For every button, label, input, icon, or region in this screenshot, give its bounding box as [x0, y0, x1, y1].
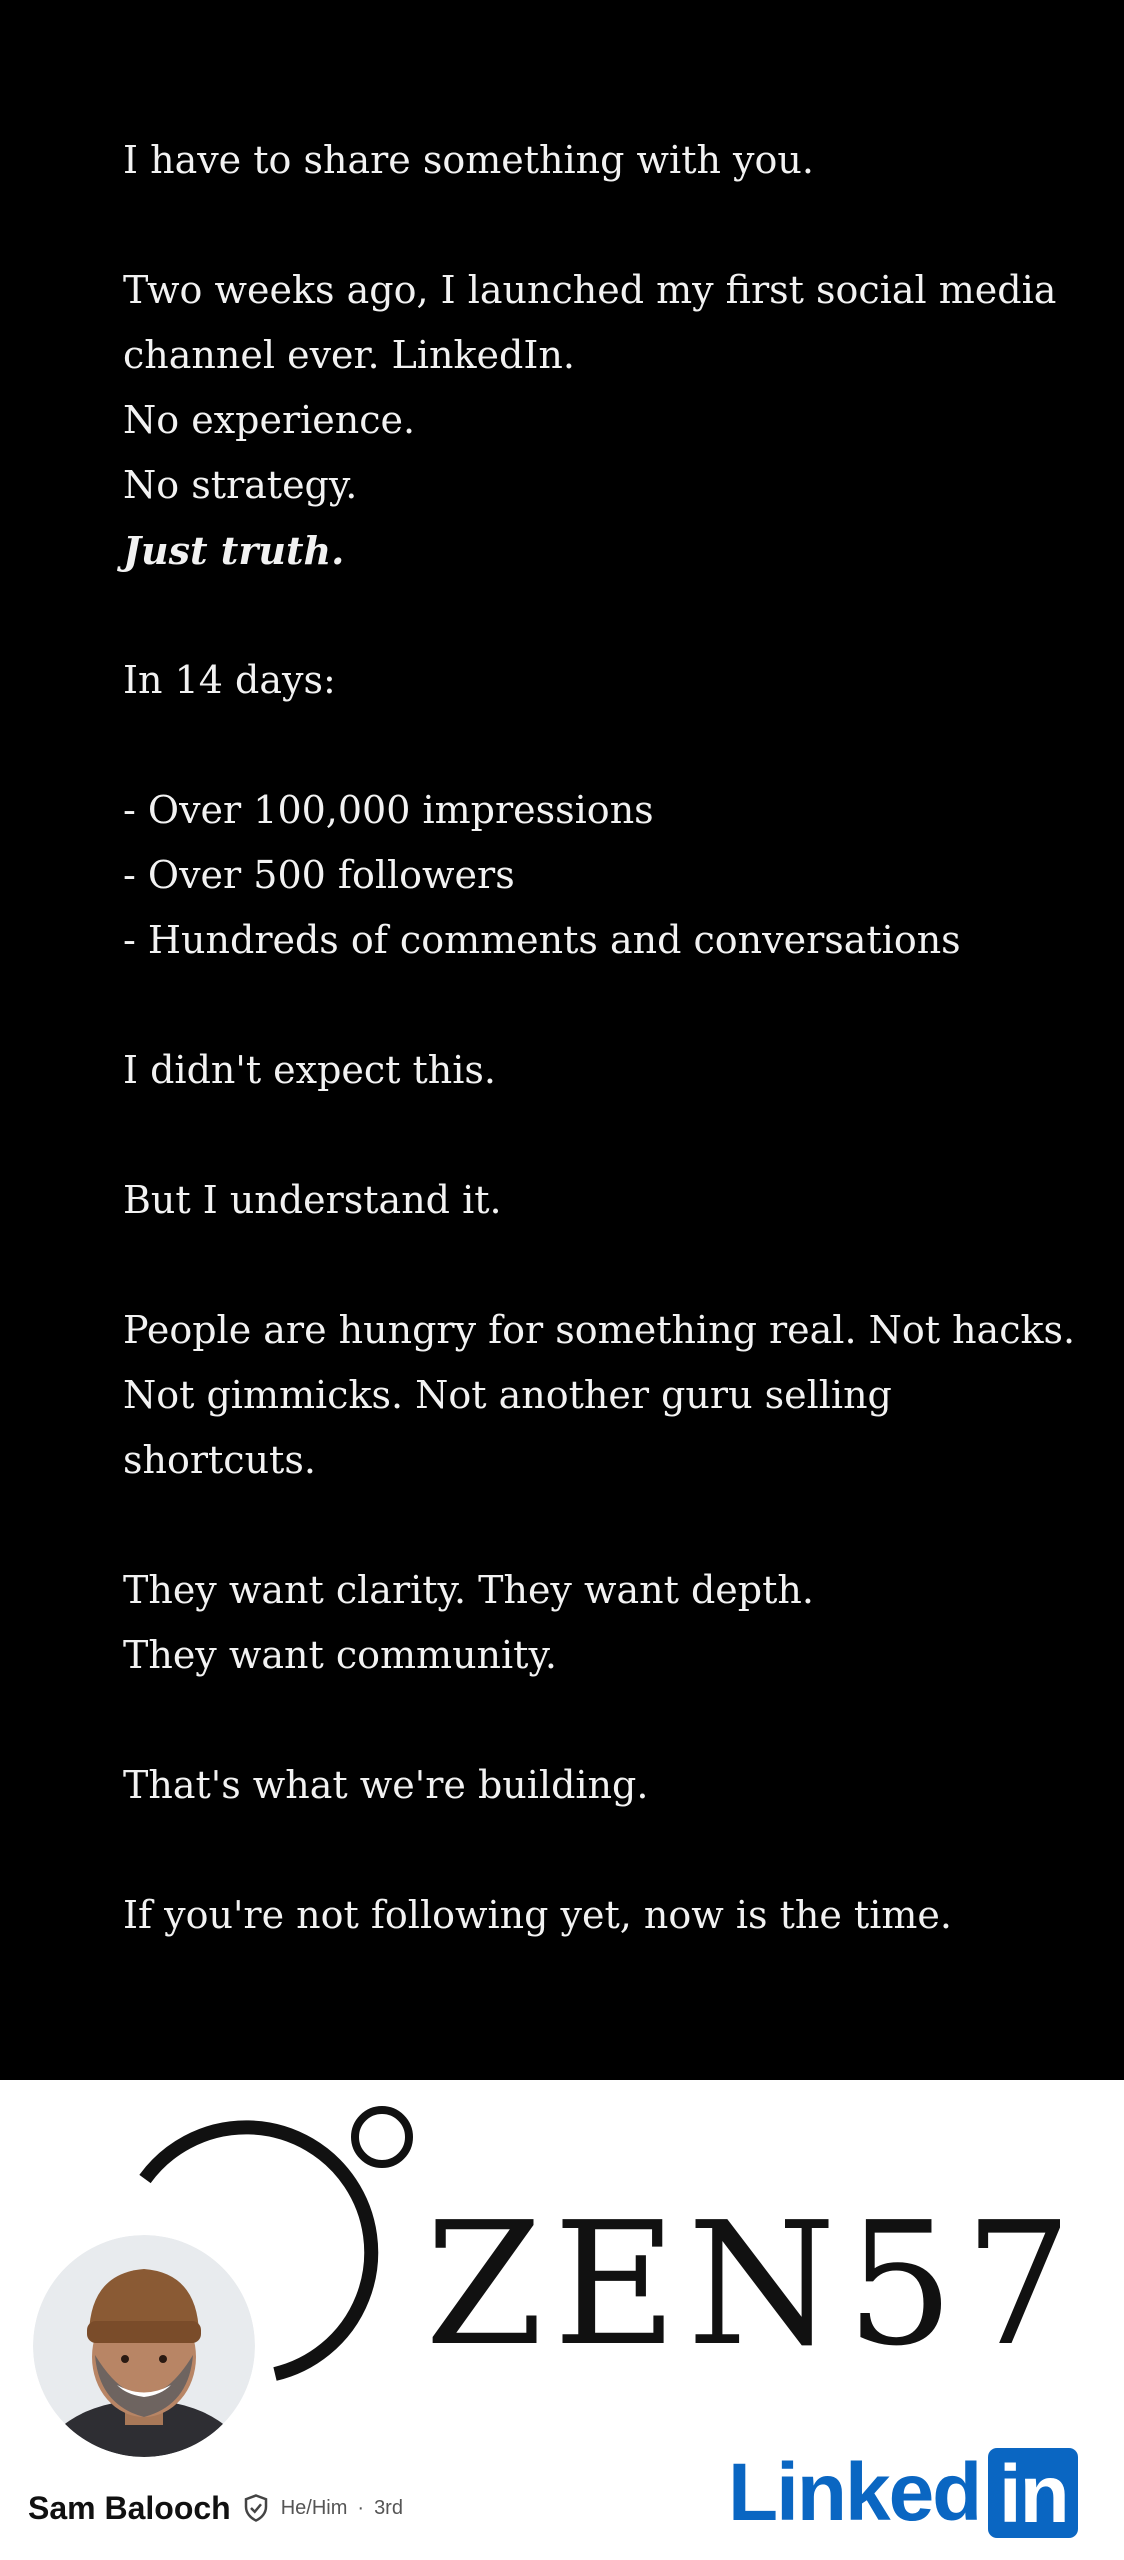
- linkedin-in-icon: [988, 2448, 1078, 2538]
- blank-line: [123, 1103, 1023, 1168]
- post-line: channel ever. LinkedIn.: [123, 333, 575, 377]
- blank-line: [123, 1233, 1023, 1298]
- connection-degree: 3rd: [374, 2496, 403, 2519]
- post-line: They want clarity. They want depth.: [123, 1568, 814, 1612]
- post-line: - Hundreds of comments and conversations: [123, 918, 961, 962]
- blank-line: [123, 1818, 1023, 1883]
- linkedin-wordmark: Linked: [728, 2447, 981, 2538]
- post-line: Not gimmicks. Not another guru selling: [123, 1373, 892, 1417]
- post-line: I didn't expect this.: [123, 1048, 497, 1092]
- author-name[interactable]: Sam Balooch: [28, 2489, 231, 2526]
- blank-line: [123, 1493, 1023, 1558]
- blank-line: [123, 193, 1023, 258]
- author-row: [28, 2485, 403, 2531]
- post-line: - Over 100,000 impressions: [123, 788, 654, 832]
- post-line: shortcuts.: [123, 1438, 316, 1482]
- post-line: That's what we're building.: [123, 1763, 649, 1807]
- avatar[interactable]: [33, 2235, 255, 2457]
- post-line: No strategy.: [123, 463, 358, 507]
- linkedin-logo: [728, 2448, 1078, 2538]
- meta-separator: ·: [357, 2496, 365, 2519]
- post-line: Two weeks ago, I launched my first social media: [123, 268, 1057, 312]
- post-line: If you're not following yet, now is the time.: [123, 1893, 952, 1937]
- post-line: - Over 500 followers: [123, 853, 515, 897]
- post-line: In 14 days:: [123, 658, 336, 702]
- post-line: They want community.: [123, 1633, 557, 1677]
- post-line: But I understand it.: [123, 1178, 502, 1222]
- blank-line: [123, 973, 1023, 1038]
- post-line: No experience.: [123, 398, 416, 442]
- brand-wordmark: ZEN57: [425, 2186, 1083, 2384]
- author-pronouns: He/Him: [280, 2496, 348, 2519]
- post-line-emphasis: Just truth.: [123, 528, 345, 573]
- post-line: I have to share something with you.: [123, 138, 814, 182]
- blank-line: [123, 1688, 1023, 1753]
- shield-check-icon: [241, 2493, 271, 2523]
- linkedin-in-text: in: [998, 2449, 1068, 2540]
- blank-line: [123, 713, 1023, 778]
- blank-line: [123, 583, 1023, 648]
- post-text: [123, 128, 1076, 1948]
- post-line: People are hungry for something real. Not hacks.: [123, 1308, 1076, 1352]
